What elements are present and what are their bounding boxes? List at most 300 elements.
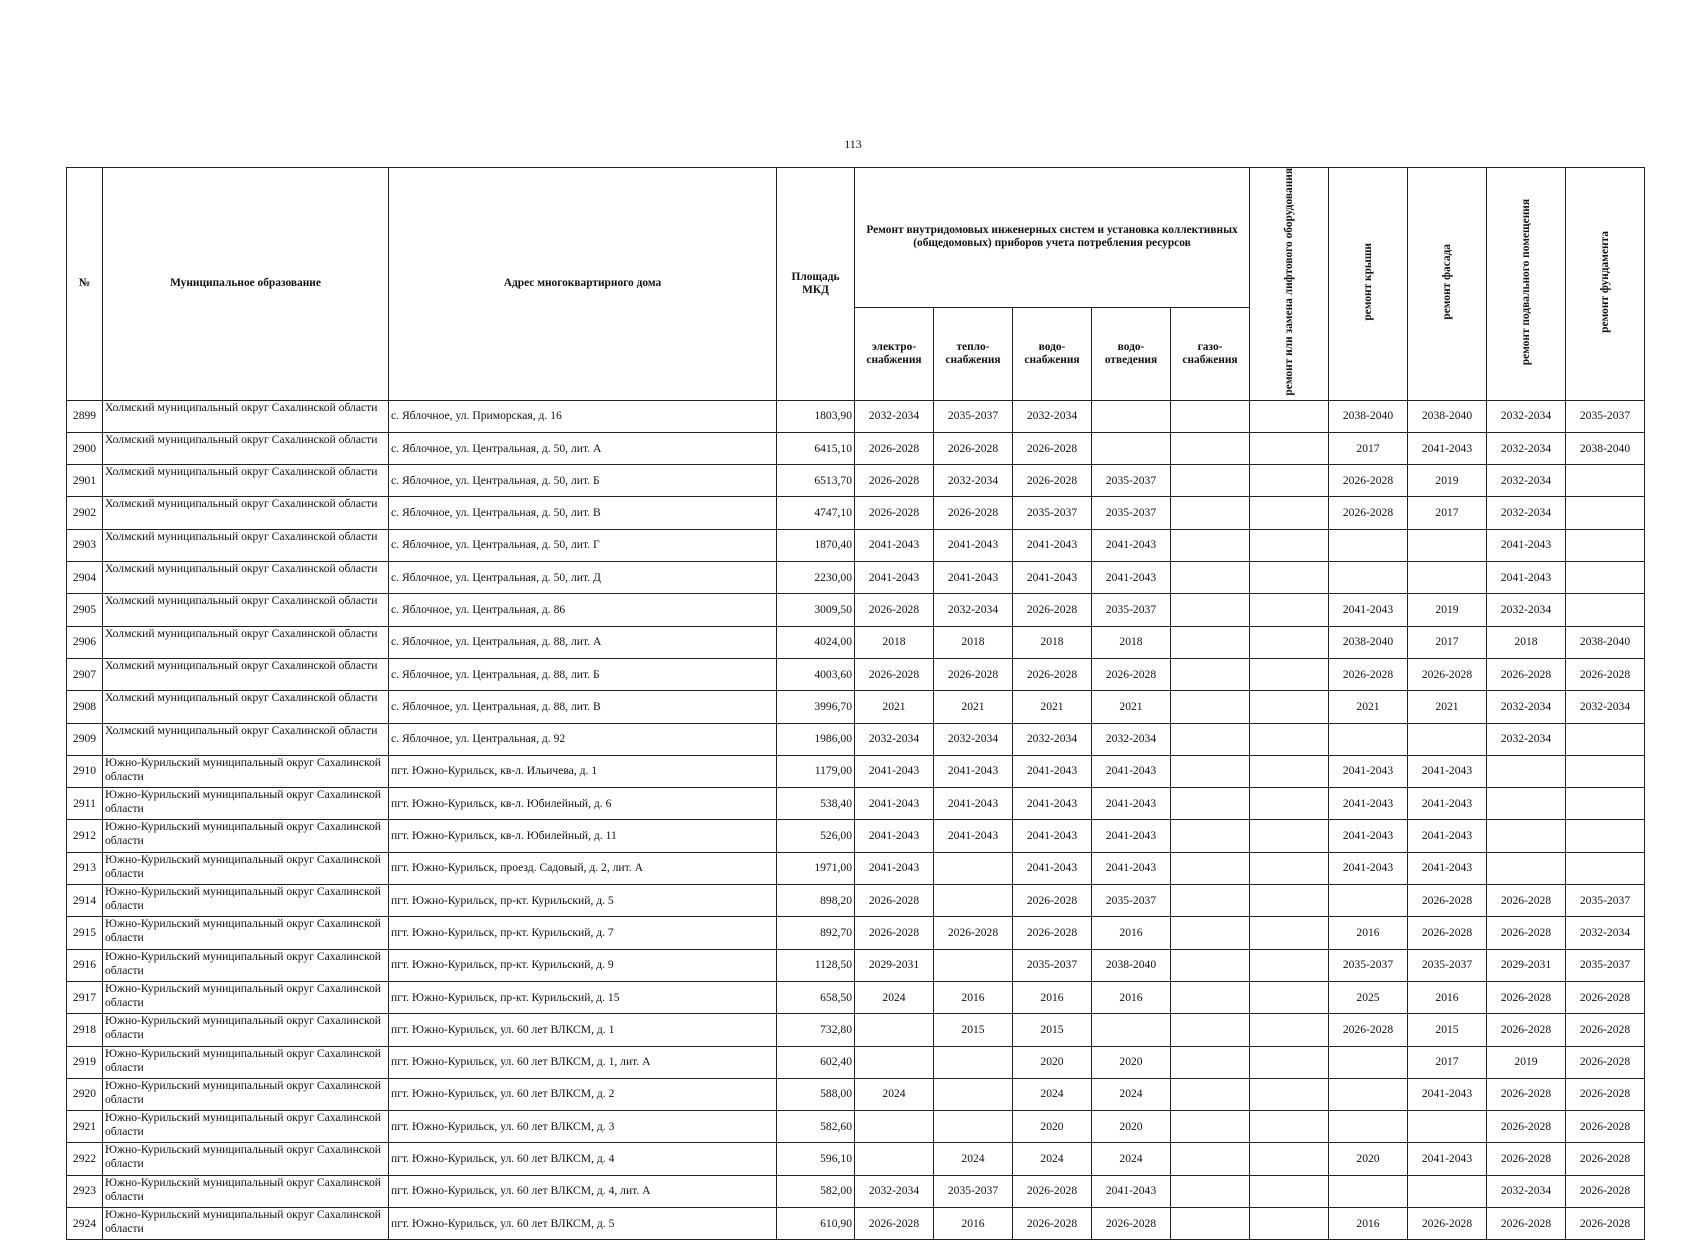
facade-cell: 2021 bbox=[1408, 691, 1487, 723]
water-drain-cell: 2026-2028 bbox=[1092, 658, 1171, 690]
basement-cell: 2032-2034 bbox=[1487, 400, 1566, 432]
municipality-cell: Холмский муниципальный округ Сахалинской области bbox=[103, 723, 389, 755]
row-number: 2907 bbox=[67, 658, 103, 690]
roof-cell bbox=[1329, 529, 1408, 561]
gas-cell bbox=[1171, 529, 1250, 561]
water-supply-cell: 2016 bbox=[1013, 981, 1092, 1013]
electric-cell: 2026-2028 bbox=[855, 885, 934, 917]
municipality-cell: Южно-Курильский муниципальный округ Сахалинской области bbox=[103, 1078, 389, 1110]
foundation-cell: 2038-2040 bbox=[1566, 432, 1645, 464]
heat-cell: 2041-2043 bbox=[934, 755, 1013, 787]
facade-cell: 2041-2043 bbox=[1408, 1078, 1487, 1110]
facade-cell: 2017 bbox=[1408, 497, 1487, 529]
area-cell: 658,50 bbox=[777, 981, 855, 1013]
header-number: № bbox=[67, 168, 103, 401]
lift-cell bbox=[1250, 432, 1329, 464]
roof-cell: 2021 bbox=[1329, 691, 1408, 723]
municipality-cell: Южно-Курильский муниципальный округ Сахалинской области bbox=[103, 820, 389, 852]
table-row bbox=[67, 1207, 1645, 1239]
heat-cell: 2041-2043 bbox=[934, 788, 1013, 820]
lift-cell bbox=[1250, 820, 1329, 852]
header-foundation bbox=[1566, 168, 1645, 401]
municipality-cell: Южно-Курильский муниципальный округ Сахалинской области bbox=[103, 788, 389, 820]
row-number: 2904 bbox=[67, 562, 103, 594]
lift-cell bbox=[1250, 562, 1329, 594]
roof-cell: 2041-2043 bbox=[1329, 788, 1408, 820]
basement-cell: 2026-2028 bbox=[1487, 1111, 1566, 1143]
address-cell: пгт. Южно-Курильск, кв-л. Ильичева, д. 1 bbox=[389, 755, 777, 787]
facade-cell bbox=[1408, 1175, 1487, 1207]
address-cell: с. Яблочное, ул. Центральная, д. 50, лит. Д bbox=[389, 562, 777, 594]
header-foundation-label: ремонт фундамента bbox=[1599, 230, 1611, 333]
roof-cell: 2041-2043 bbox=[1329, 820, 1408, 852]
water-drain-cell: 2035-2037 bbox=[1092, 594, 1171, 626]
basement-cell bbox=[1487, 820, 1566, 852]
basement-cell bbox=[1487, 788, 1566, 820]
roof-cell bbox=[1329, 1111, 1408, 1143]
row-number: 2902 bbox=[67, 497, 103, 529]
municipality-cell: Холмский муниципальный округ Сахалинской области bbox=[103, 465, 389, 497]
address-cell: с. Яблочное, ул. Центральная, д. 88, лит. А bbox=[389, 626, 777, 658]
address-cell: пгт. Южно-Курильск, ул. 60 лет ВЛКСМ, д. 3 bbox=[389, 1111, 777, 1143]
electric-cell: 2021 bbox=[855, 691, 934, 723]
heat-cell bbox=[934, 852, 1013, 884]
facade-cell bbox=[1408, 1111, 1487, 1143]
gas-cell bbox=[1171, 626, 1250, 658]
address-cell: с. Яблочное, ул. Центральная, д. 50, лит. А bbox=[389, 432, 777, 464]
header-municipality: Муниципальное образование bbox=[103, 168, 389, 401]
header-heat: тепло-снабжения bbox=[934, 307, 1013, 400]
row-number: 2912 bbox=[67, 820, 103, 852]
gas-cell bbox=[1171, 432, 1250, 464]
foundation-cell: 2026-2028 bbox=[1566, 981, 1645, 1013]
electric-cell: 2026-2028 bbox=[855, 658, 934, 690]
municipality-cell: Южно-Курильский муниципальный округ Сахалинской области bbox=[103, 1143, 389, 1175]
lift-cell bbox=[1250, 788, 1329, 820]
area-cell: 6415,10 bbox=[777, 432, 855, 464]
address-cell: пгт. Южно-Курильск, ул. 60 лет ВЛКСМ, д. 4 bbox=[389, 1143, 777, 1175]
address-cell: с. Яблочное, ул. Центральная, д. 88, лит. В bbox=[389, 691, 777, 723]
electric-cell: 2026-2028 bbox=[855, 497, 934, 529]
heat-cell: 2035-2037 bbox=[934, 1175, 1013, 1207]
row-number: 2899 bbox=[67, 400, 103, 432]
address-cell: пгт. Южно-Курильск, ул. 60 лет ВЛКСМ, д. 4, лит. А bbox=[389, 1175, 777, 1207]
header-basement bbox=[1487, 168, 1566, 401]
electric-cell: 2024 bbox=[855, 981, 934, 1013]
facade-cell: 2038-2040 bbox=[1408, 400, 1487, 432]
foundation-cell bbox=[1566, 465, 1645, 497]
basement-cell bbox=[1487, 755, 1566, 787]
address-cell: пгт. Южно-Курильск, пр-кт. Курильский, д. 15 bbox=[389, 981, 777, 1013]
water-drain-cell bbox=[1092, 400, 1171, 432]
gas-cell bbox=[1171, 1207, 1250, 1239]
water-drain-cell: 2041-2043 bbox=[1092, 1175, 1171, 1207]
water-drain-cell: 2041-2043 bbox=[1092, 562, 1171, 594]
foundation-cell bbox=[1566, 852, 1645, 884]
address-cell: пгт. Южно-Курильск, кв-л. Юбилейный, д. 11 bbox=[389, 820, 777, 852]
facade-cell: 2016 bbox=[1408, 981, 1487, 1013]
heat-cell: 2026-2028 bbox=[934, 432, 1013, 464]
gas-cell bbox=[1171, 723, 1250, 755]
water-supply-cell: 2024 bbox=[1013, 1078, 1092, 1110]
water-drain-cell bbox=[1092, 1014, 1171, 1046]
row-number: 2906 bbox=[67, 626, 103, 658]
lift-cell bbox=[1250, 594, 1329, 626]
heat-cell: 2026-2028 bbox=[934, 658, 1013, 690]
basement-cell: 2032-2034 bbox=[1487, 594, 1566, 626]
foundation-cell: 2026-2028 bbox=[1566, 1175, 1645, 1207]
basement-cell: 2026-2028 bbox=[1487, 1207, 1566, 1239]
water-drain-cell: 2018 bbox=[1092, 626, 1171, 658]
municipality-cell: Южно-Курильский муниципальный округ Сахалинской области bbox=[103, 949, 389, 981]
heat-cell: 2041-2043 bbox=[934, 562, 1013, 594]
row-number: 2915 bbox=[67, 917, 103, 949]
foundation-cell: 2026-2028 bbox=[1566, 1046, 1645, 1078]
water-drain-cell: 2020 bbox=[1092, 1046, 1171, 1078]
lift-cell bbox=[1250, 1143, 1329, 1175]
water-drain-cell: 2041-2043 bbox=[1092, 788, 1171, 820]
header-water-supply: водо-снабжения bbox=[1013, 307, 1092, 400]
basement-cell: 2026-2028 bbox=[1487, 981, 1566, 1013]
heat-cell: 2016 bbox=[934, 1207, 1013, 1239]
electric-cell bbox=[855, 1143, 934, 1175]
facade-cell: 2019 bbox=[1408, 465, 1487, 497]
row-number: 2909 bbox=[67, 723, 103, 755]
electric-cell: 2041-2043 bbox=[855, 852, 934, 884]
table-row bbox=[67, 852, 1645, 884]
water-supply-cell: 2032-2034 bbox=[1013, 400, 1092, 432]
water-supply-cell: 2026-2028 bbox=[1013, 594, 1092, 626]
header-facade-label: ремонт фасада bbox=[1441, 243, 1453, 320]
municipality-cell: Холмский муниципальный округ Сахалинской области bbox=[103, 400, 389, 432]
foundation-cell: 2026-2028 bbox=[1566, 1014, 1645, 1046]
water-drain-cell: 2032-2034 bbox=[1092, 723, 1171, 755]
header-area: Площадь МКД bbox=[777, 168, 855, 401]
row-number: 2911 bbox=[67, 788, 103, 820]
area-cell: 582,00 bbox=[777, 1175, 855, 1207]
gas-cell bbox=[1171, 1111, 1250, 1143]
table-row bbox=[67, 658, 1645, 690]
heat-cell: 2026-2028 bbox=[934, 497, 1013, 529]
area-cell: 526,00 bbox=[777, 820, 855, 852]
row-number: 2908 bbox=[67, 691, 103, 723]
address-cell: с. Яблочное, ул. Центральная, д. 50, лит. Б bbox=[389, 465, 777, 497]
water-drain-cell: 2016 bbox=[1092, 981, 1171, 1013]
lift-cell bbox=[1250, 658, 1329, 690]
gas-cell bbox=[1171, 788, 1250, 820]
foundation-cell: 2035-2037 bbox=[1566, 400, 1645, 432]
roof-cell bbox=[1329, 1046, 1408, 1078]
water-supply-cell: 2026-2028 bbox=[1013, 432, 1092, 464]
heat-cell: 2021 bbox=[934, 691, 1013, 723]
table-row bbox=[67, 949, 1645, 981]
electric-cell: 2026-2028 bbox=[855, 1207, 934, 1239]
roof-cell: 2035-2037 bbox=[1329, 949, 1408, 981]
municipality-cell: Холмский муниципальный округ Сахалинской области bbox=[103, 529, 389, 561]
water-supply-cell: 2041-2043 bbox=[1013, 562, 1092, 594]
gas-cell bbox=[1171, 1175, 1250, 1207]
gas-cell bbox=[1171, 562, 1250, 594]
water-supply-cell: 2024 bbox=[1013, 1143, 1092, 1175]
area-cell: 3996,70 bbox=[777, 691, 855, 723]
lift-cell bbox=[1250, 885, 1329, 917]
foundation-cell: 2026-2028 bbox=[1566, 658, 1645, 690]
facade-cell bbox=[1408, 723, 1487, 755]
municipality-cell: Холмский муниципальный округ Сахалинской области bbox=[103, 658, 389, 690]
table-row bbox=[67, 562, 1645, 594]
basement-cell: 2026-2028 bbox=[1487, 1143, 1566, 1175]
municipality-cell: Южно-Курильский муниципальный округ Сахалинской области bbox=[103, 1175, 389, 1207]
address-cell: пгт. Южно-Курильск, ул. 60 лет ВЛКСМ, д. 2 bbox=[389, 1078, 777, 1110]
roof-cell: 2016 bbox=[1329, 917, 1408, 949]
municipality-cell: Южно-Курильский муниципальный округ Сахалинской области bbox=[103, 1046, 389, 1078]
lift-cell bbox=[1250, 1014, 1329, 1046]
facade-cell bbox=[1408, 562, 1487, 594]
water-supply-cell: 2020 bbox=[1013, 1111, 1092, 1143]
municipality-cell: Южно-Курильский муниципальный округ Сахалинской области bbox=[103, 852, 389, 884]
basement-cell: 2032-2034 bbox=[1487, 465, 1566, 497]
area-cell: 2230,00 bbox=[777, 562, 855, 594]
electric-cell: 2029-2031 bbox=[855, 949, 934, 981]
basement-cell: 2029-2031 bbox=[1487, 949, 1566, 981]
facade-cell: 2041-2043 bbox=[1408, 755, 1487, 787]
area-cell: 1986,00 bbox=[777, 723, 855, 755]
facade-cell: 2017 bbox=[1408, 1046, 1487, 1078]
table-row bbox=[67, 1111, 1645, 1143]
gas-cell bbox=[1171, 1014, 1250, 1046]
area-cell: 732,80 bbox=[777, 1014, 855, 1046]
foundation-cell bbox=[1566, 562, 1645, 594]
header-address: Адрес многоквартирного дома bbox=[389, 168, 777, 401]
address-cell: пгт. Южно-Курильск, пр-кт. Курильский, д. 5 bbox=[389, 885, 777, 917]
heat-cell bbox=[934, 1078, 1013, 1110]
area-cell: 4003,60 bbox=[777, 658, 855, 690]
municipality-cell: Холмский муниципальный округ Сахалинской области bbox=[103, 432, 389, 464]
table-row bbox=[67, 529, 1645, 561]
page-number: 113 bbox=[844, 137, 862, 151]
foundation-cell: 2026-2028 bbox=[1566, 1207, 1645, 1239]
facade-cell: 2026-2028 bbox=[1408, 885, 1487, 917]
basement-cell: 2032-2034 bbox=[1487, 723, 1566, 755]
water-drain-cell: 2041-2043 bbox=[1092, 755, 1171, 787]
roof-cell: 2038-2040 bbox=[1329, 626, 1408, 658]
area-cell: 4024,00 bbox=[777, 626, 855, 658]
facade-cell: 2026-2028 bbox=[1408, 658, 1487, 690]
area-cell: 4747,10 bbox=[777, 497, 855, 529]
row-number: 2900 bbox=[67, 432, 103, 464]
water-drain-cell: 2035-2037 bbox=[1092, 497, 1171, 529]
gas-cell bbox=[1171, 658, 1250, 690]
facade-cell: 2019 bbox=[1408, 594, 1487, 626]
foundation-cell bbox=[1566, 497, 1645, 529]
basement-cell: 2026-2028 bbox=[1487, 917, 1566, 949]
roof-cell: 2026-2028 bbox=[1329, 497, 1408, 529]
electric-cell: 2024 bbox=[855, 1078, 934, 1110]
roof-cell: 2017 bbox=[1329, 432, 1408, 464]
municipality-cell: Холмский муниципальный округ Сахалинской области bbox=[103, 497, 389, 529]
municipality-cell: Южно-Курильский муниципальный округ Сахалинской области bbox=[103, 755, 389, 787]
water-drain-cell: 2038-2040 bbox=[1092, 949, 1171, 981]
address-cell: пгт. Южно-Курильск, кв-л. Юбилейный, д. 6 bbox=[389, 788, 777, 820]
basement-cell: 2041-2043 bbox=[1487, 562, 1566, 594]
heat-cell: 2041-2043 bbox=[934, 529, 1013, 561]
water-supply-cell: 2015 bbox=[1013, 1014, 1092, 1046]
gas-cell bbox=[1171, 755, 1250, 787]
basement-cell: 2018 bbox=[1487, 626, 1566, 658]
foundation-cell bbox=[1566, 529, 1645, 561]
water-supply-cell: 2020 bbox=[1013, 1046, 1092, 1078]
gas-cell bbox=[1171, 594, 1250, 626]
water-drain-cell: 2035-2037 bbox=[1092, 885, 1171, 917]
address-cell: с. Яблочное, ул. Центральная, д. 86 bbox=[389, 594, 777, 626]
table-row bbox=[67, 820, 1645, 852]
lift-cell bbox=[1250, 1175, 1329, 1207]
area-cell: 6513,70 bbox=[777, 465, 855, 497]
address-cell: с. Яблочное, ул. Центральная, д. 50, лит. Г bbox=[389, 529, 777, 561]
area-cell: 1870,40 bbox=[777, 529, 855, 561]
municipality-cell: Южно-Курильский муниципальный округ Сахалинской области bbox=[103, 885, 389, 917]
table-row bbox=[67, 1143, 1645, 1175]
header-roof bbox=[1329, 168, 1408, 401]
water-supply-cell: 2041-2043 bbox=[1013, 529, 1092, 561]
water-supply-cell: 2041-2043 bbox=[1013, 820, 1092, 852]
heat-cell: 2018 bbox=[934, 626, 1013, 658]
lift-cell bbox=[1250, 723, 1329, 755]
lift-cell bbox=[1250, 1078, 1329, 1110]
facade-cell: 2026-2028 bbox=[1408, 1207, 1487, 1239]
basement-cell: 2032-2034 bbox=[1487, 1175, 1566, 1207]
heat-cell: 2032-2034 bbox=[934, 723, 1013, 755]
heat-cell bbox=[934, 1111, 1013, 1143]
facade-cell: 2041-2043 bbox=[1408, 852, 1487, 884]
area-cell: 582,60 bbox=[777, 1111, 855, 1143]
heat-cell: 2015 bbox=[934, 1014, 1013, 1046]
row-number: 2916 bbox=[67, 949, 103, 981]
facade-cell bbox=[1408, 529, 1487, 561]
municipality-cell: Южно-Курильский муниципальный округ Сахалинской области bbox=[103, 981, 389, 1013]
lift-cell bbox=[1250, 949, 1329, 981]
electric-cell: 2018 bbox=[855, 626, 934, 658]
heat-cell bbox=[934, 1046, 1013, 1078]
table-row bbox=[67, 1175, 1645, 1207]
gas-cell bbox=[1171, 1143, 1250, 1175]
electric-cell bbox=[855, 1014, 934, 1046]
area-cell: 1128,50 bbox=[777, 949, 855, 981]
water-drain-cell: 2020 bbox=[1092, 1111, 1171, 1143]
header-lift-label: ремонт или замена лифтового оборудования bbox=[1283, 168, 1295, 396]
header-water-drain: водо-отведения bbox=[1092, 307, 1171, 400]
basement-cell: 2026-2028 bbox=[1487, 885, 1566, 917]
header-electric: электро-снабжения bbox=[855, 307, 934, 400]
water-supply-cell: 2026-2028 bbox=[1013, 1175, 1092, 1207]
electric-cell: 2041-2043 bbox=[855, 755, 934, 787]
table-row bbox=[67, 626, 1645, 658]
facade-cell: 2035-2037 bbox=[1408, 949, 1487, 981]
electric-cell: 2041-2043 bbox=[855, 788, 934, 820]
heat-cell: 2032-2034 bbox=[934, 594, 1013, 626]
electric-cell bbox=[855, 1046, 934, 1078]
foundation-cell: 2035-2037 bbox=[1566, 885, 1645, 917]
foundation-cell: 2035-2037 bbox=[1566, 949, 1645, 981]
basement-cell: 2019 bbox=[1487, 1046, 1566, 1078]
municipality-cell: Южно-Курильский муниципальный округ Сахалинской области bbox=[103, 1207, 389, 1239]
lift-cell bbox=[1250, 465, 1329, 497]
lift-cell bbox=[1250, 755, 1329, 787]
gas-cell bbox=[1171, 949, 1250, 981]
gas-cell bbox=[1171, 820, 1250, 852]
header-systems-group: Ремонт внутридомовых инженерных систем и установка коллективных (общедомовых) приборов учета потребления ресурсов bbox=[855, 168, 1250, 308]
area-cell: 892,70 bbox=[777, 917, 855, 949]
table-row bbox=[67, 1014, 1645, 1046]
water-supply-cell: 2041-2043 bbox=[1013, 788, 1092, 820]
address-cell: с. Яблочное, ул. Приморская, д. 16 bbox=[389, 400, 777, 432]
electric-cell: 2032-2034 bbox=[855, 1175, 934, 1207]
water-supply-cell: 2026-2028 bbox=[1013, 658, 1092, 690]
heat-cell: 2032-2034 bbox=[934, 465, 1013, 497]
water-supply-cell: 2032-2034 bbox=[1013, 723, 1092, 755]
row-number: 2919 bbox=[67, 1046, 103, 1078]
facade-cell: 2017 bbox=[1408, 626, 1487, 658]
area-cell: 1803,90 bbox=[777, 400, 855, 432]
water-supply-cell: 2041-2043 bbox=[1013, 852, 1092, 884]
electric-cell: 2032-2034 bbox=[855, 723, 934, 755]
water-drain-cell: 2041-2043 bbox=[1092, 529, 1171, 561]
water-drain-cell: 2024 bbox=[1092, 1143, 1171, 1175]
facade-cell: 2026-2028 bbox=[1408, 917, 1487, 949]
area-cell: 1971,00 bbox=[777, 852, 855, 884]
table-row bbox=[67, 432, 1645, 464]
table-row bbox=[67, 788, 1645, 820]
table-body bbox=[67, 400, 1645, 1240]
electric-cell: 2026-2028 bbox=[855, 432, 934, 464]
lift-cell bbox=[1250, 852, 1329, 884]
water-supply-cell: 2026-2028 bbox=[1013, 917, 1092, 949]
water-supply-cell: 2026-2028 bbox=[1013, 885, 1092, 917]
table-row bbox=[67, 400, 1645, 432]
gas-cell bbox=[1171, 981, 1250, 1013]
table-row bbox=[67, 497, 1645, 529]
foundation-cell bbox=[1566, 723, 1645, 755]
electric-cell bbox=[855, 1111, 934, 1143]
water-drain-cell: 2041-2043 bbox=[1092, 820, 1171, 852]
row-number: 2924 bbox=[67, 1207, 103, 1239]
municipality-cell: Южно-Курильский муниципальный округ Сахалинской области bbox=[103, 917, 389, 949]
municipality-cell: Холмский муниципальный округ Сахалинской области bbox=[103, 626, 389, 658]
address-cell: пгт. Южно-Курильск, пр-кт. Курильский, д. 7 bbox=[389, 917, 777, 949]
heat-cell: 2035-2037 bbox=[934, 400, 1013, 432]
lift-cell bbox=[1250, 1207, 1329, 1239]
roof-cell: 2020 bbox=[1329, 1143, 1408, 1175]
municipality-cell: Холмский муниципальный округ Сахалинской области bbox=[103, 691, 389, 723]
address-cell: пгт. Южно-Курильск, ул. 60 лет ВЛКСМ, д. 1, лит. А bbox=[389, 1046, 777, 1078]
foundation-cell: 2026-2028 bbox=[1566, 1078, 1645, 1110]
water-drain-cell: 2035-2037 bbox=[1092, 465, 1171, 497]
basement-cell: 2026-2028 bbox=[1487, 658, 1566, 690]
water-supply-cell: 2018 bbox=[1013, 626, 1092, 658]
roof-cell: 2026-2028 bbox=[1329, 465, 1408, 497]
roof-cell: 2041-2043 bbox=[1329, 852, 1408, 884]
basement-cell: 2032-2034 bbox=[1487, 497, 1566, 529]
address-cell: пгт. Южно-Курильск, ул. 60 лет ВЛКСМ, д. 1 bbox=[389, 1014, 777, 1046]
electric-cell: 2026-2028 bbox=[855, 594, 934, 626]
table-row bbox=[67, 723, 1645, 755]
roof-cell: 2041-2043 bbox=[1329, 594, 1408, 626]
area-cell: 610,90 bbox=[777, 1207, 855, 1239]
gas-cell bbox=[1171, 691, 1250, 723]
basement-cell: 2032-2034 bbox=[1487, 691, 1566, 723]
lift-cell bbox=[1250, 1111, 1329, 1143]
lift-cell bbox=[1250, 1046, 1329, 1078]
